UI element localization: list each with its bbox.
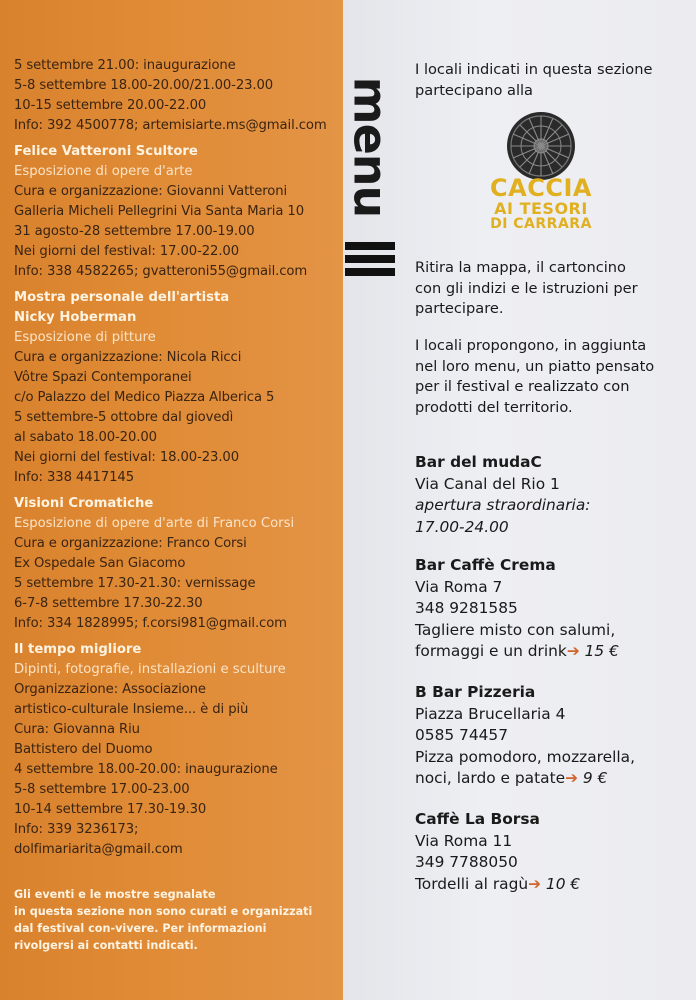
event-block bbox=[14, 142, 336, 282]
event-line: artistico-culturale Insieme... è di più bbox=[14, 702, 249, 717]
event-block bbox=[14, 494, 336, 634]
bar-hours: 17.00-24.00 bbox=[415, 517, 509, 536]
event-line: 31 agosto-28 settembre 17.00-19.00 bbox=[14, 224, 255, 239]
logo-title: CACCIA AI TESORI DI CARRARA bbox=[490, 174, 592, 232]
bar-listing bbox=[415, 452, 690, 538]
contact-info: dolfimariarita@gmail.com bbox=[14, 842, 183, 857]
price: 15 € bbox=[584, 642, 619, 661]
bar-listing bbox=[415, 682, 690, 790]
event-line: 5-8 settembre 17.00-23.00 bbox=[14, 782, 190, 797]
event-line: Ex Ospedale San Giacomo bbox=[14, 556, 186, 571]
arrow-right-icon: ➔ bbox=[528, 874, 542, 893]
event-line: al sabato 18.00-20.00 bbox=[14, 430, 157, 445]
bar-address: Via Canal del Rio 1 bbox=[415, 474, 560, 493]
bar-dish: Tagliere misto con salumi, bbox=[415, 620, 616, 639]
contact-info: Info: 338 4417145 bbox=[14, 470, 134, 485]
event-line: 4 settembre 18.00-20.00: inaugurazione bbox=[14, 762, 278, 777]
event-line: Nei giorni del festival: 18.00-23.00 bbox=[14, 450, 239, 465]
bar-dish: Pizza pomodoro, mozzarella, bbox=[415, 747, 635, 766]
bar-name: Bar Caffè Crema bbox=[415, 556, 556, 574]
events-list bbox=[14, 56, 336, 866]
event-line: Cura e organizzazione: Nicola Ricci bbox=[14, 350, 242, 365]
rose-window-icon bbox=[471, 110, 611, 180]
bar-phone: 349 7788050 bbox=[415, 853, 518, 872]
event-subtitle: Esposizione di opere d'arte bbox=[14, 164, 193, 179]
bar-listing bbox=[415, 555, 690, 663]
menu-panel bbox=[343, 0, 696, 1000]
contact-info: Info: 392 4500778; artemisiarte.ms@gmail.com bbox=[14, 118, 327, 133]
intro-text: I locali indicati in questa sezione partecipano alla bbox=[415, 61, 653, 99]
bar-hours-label: apertura straordinaria: bbox=[415, 496, 591, 515]
contact-info: Info: 338 4582265; gvatteroni55@gmail.com bbox=[14, 264, 308, 279]
price: 10 € bbox=[545, 874, 581, 893]
event-title: Felice Vatteroni Scultore bbox=[14, 144, 198, 159]
price: 9 € bbox=[582, 769, 608, 788]
event-block bbox=[14, 288, 336, 488]
note-line: dal festival con-vivere. Per informazioni bbox=[14, 922, 267, 935]
event-line: Battistero del Duomo bbox=[14, 742, 153, 757]
bar-address: Piazza Brucellaria 4 bbox=[415, 704, 566, 723]
schedule-line: 10-15 settembre 20.00-22.00 bbox=[14, 98, 207, 113]
event-subtitle: Esposizione di pitture bbox=[14, 330, 156, 345]
note-line: Gli eventi e le mostre segnalate bbox=[14, 888, 216, 901]
arrow-right-icon: ➔ bbox=[566, 642, 580, 661]
bar-address: Via Roma 11 bbox=[415, 831, 513, 850]
bar-name: Bar del mudaC bbox=[415, 453, 542, 471]
event-line: Cura: Giovanna Riu bbox=[14, 722, 140, 737]
event-title: Mostra personale dell'artista bbox=[14, 290, 230, 305]
event-line: Galleria Micheli Pellegrini Via Santa Maria 10 bbox=[14, 204, 305, 219]
contact-info: Info: 339 3236173; bbox=[14, 822, 139, 837]
event-line: c/o Palazzo del Medico Piazza Alberica 5 bbox=[14, 390, 275, 405]
opening-schedule bbox=[14, 56, 336, 136]
event-line: Vôtre Spazi Contemporanei bbox=[14, 370, 192, 385]
bar-dish-price: Tordelli al ragù➔ 10 € bbox=[415, 874, 581, 893]
section-heading bbox=[343, 62, 398, 232]
bar-address: Via Roma 7 bbox=[415, 577, 503, 596]
event-line: 10-14 settembre 17.30-19.30 bbox=[14, 802, 207, 817]
caccia-logo bbox=[471, 110, 611, 250]
bar-name: B Bar Pizzeria bbox=[415, 683, 536, 701]
bar-phone: 0585 74457 bbox=[415, 726, 509, 745]
event-title: Visioni Cromatiche bbox=[14, 496, 154, 511]
event-line: 5 settembre 17.30-21.30: vernissage bbox=[14, 576, 256, 591]
event-line: 5 settembre-5 ottobre dal giovedì bbox=[14, 410, 234, 425]
event-line: Cura e organizzazione: Giovanni Vatteroni bbox=[14, 184, 288, 199]
bar-dish-price: formaggi e un drink➔ 15 € bbox=[415, 642, 619, 661]
instructions-text: Ritira la mappa, il cartoncino con gli indizi e le istruzioni per partecipare. bbox=[415, 259, 638, 317]
event-line: 6-7-8 settembre 17.30-22.30 bbox=[14, 596, 203, 611]
arrow-right-icon: ➔ bbox=[565, 769, 578, 788]
contact-info: Info: 334 1828995; f.corsi981@gmail.com bbox=[14, 616, 287, 631]
section-bars-decoration bbox=[345, 242, 395, 281]
events-panel bbox=[0, 0, 343, 1000]
event-block bbox=[14, 640, 336, 860]
bar-listing bbox=[415, 809, 690, 895]
event-subtitle: Esposizione di opere d'arte di Franco Corsi bbox=[14, 516, 295, 531]
bar-name: Caffè La Borsa bbox=[415, 810, 540, 828]
event-line: Nei giorni del festival: 17.00-22.00 bbox=[14, 244, 239, 259]
event-title: Nicky Hoberman bbox=[14, 310, 137, 325]
bar-dish-price: noci, lardo e patate➔ 9 € bbox=[415, 769, 608, 788]
disclaimer-note bbox=[14, 886, 336, 954]
event-title: Il tempo migliore bbox=[14, 642, 142, 657]
event-line: Cura e organizzazione: Franco Corsi bbox=[14, 536, 247, 551]
event-line: Organizzazione: Associazione bbox=[14, 682, 206, 697]
schedule-line: 5-8 settembre 18.00-20.00/21.00-23.00 bbox=[14, 78, 274, 93]
note-line: in questa sezione non sono curati e organizzati bbox=[14, 905, 313, 918]
bar-phone: 348 9281585 bbox=[415, 599, 518, 618]
section-heading-text: menu bbox=[343, 76, 398, 218]
event-subtitle: Dipinti, fotografie, installazioni e sculture bbox=[14, 662, 286, 677]
schedule-line: 5 settembre 21.00: inaugurazione bbox=[14, 58, 236, 73]
note-line: rivolgersi ai contatti indicati. bbox=[14, 939, 198, 952]
offer-text: I locali propongono, in aggiunta nel loro menu, un piatto pensato per il festival e realizzato con prodotti del territorio. bbox=[415, 337, 655, 416]
